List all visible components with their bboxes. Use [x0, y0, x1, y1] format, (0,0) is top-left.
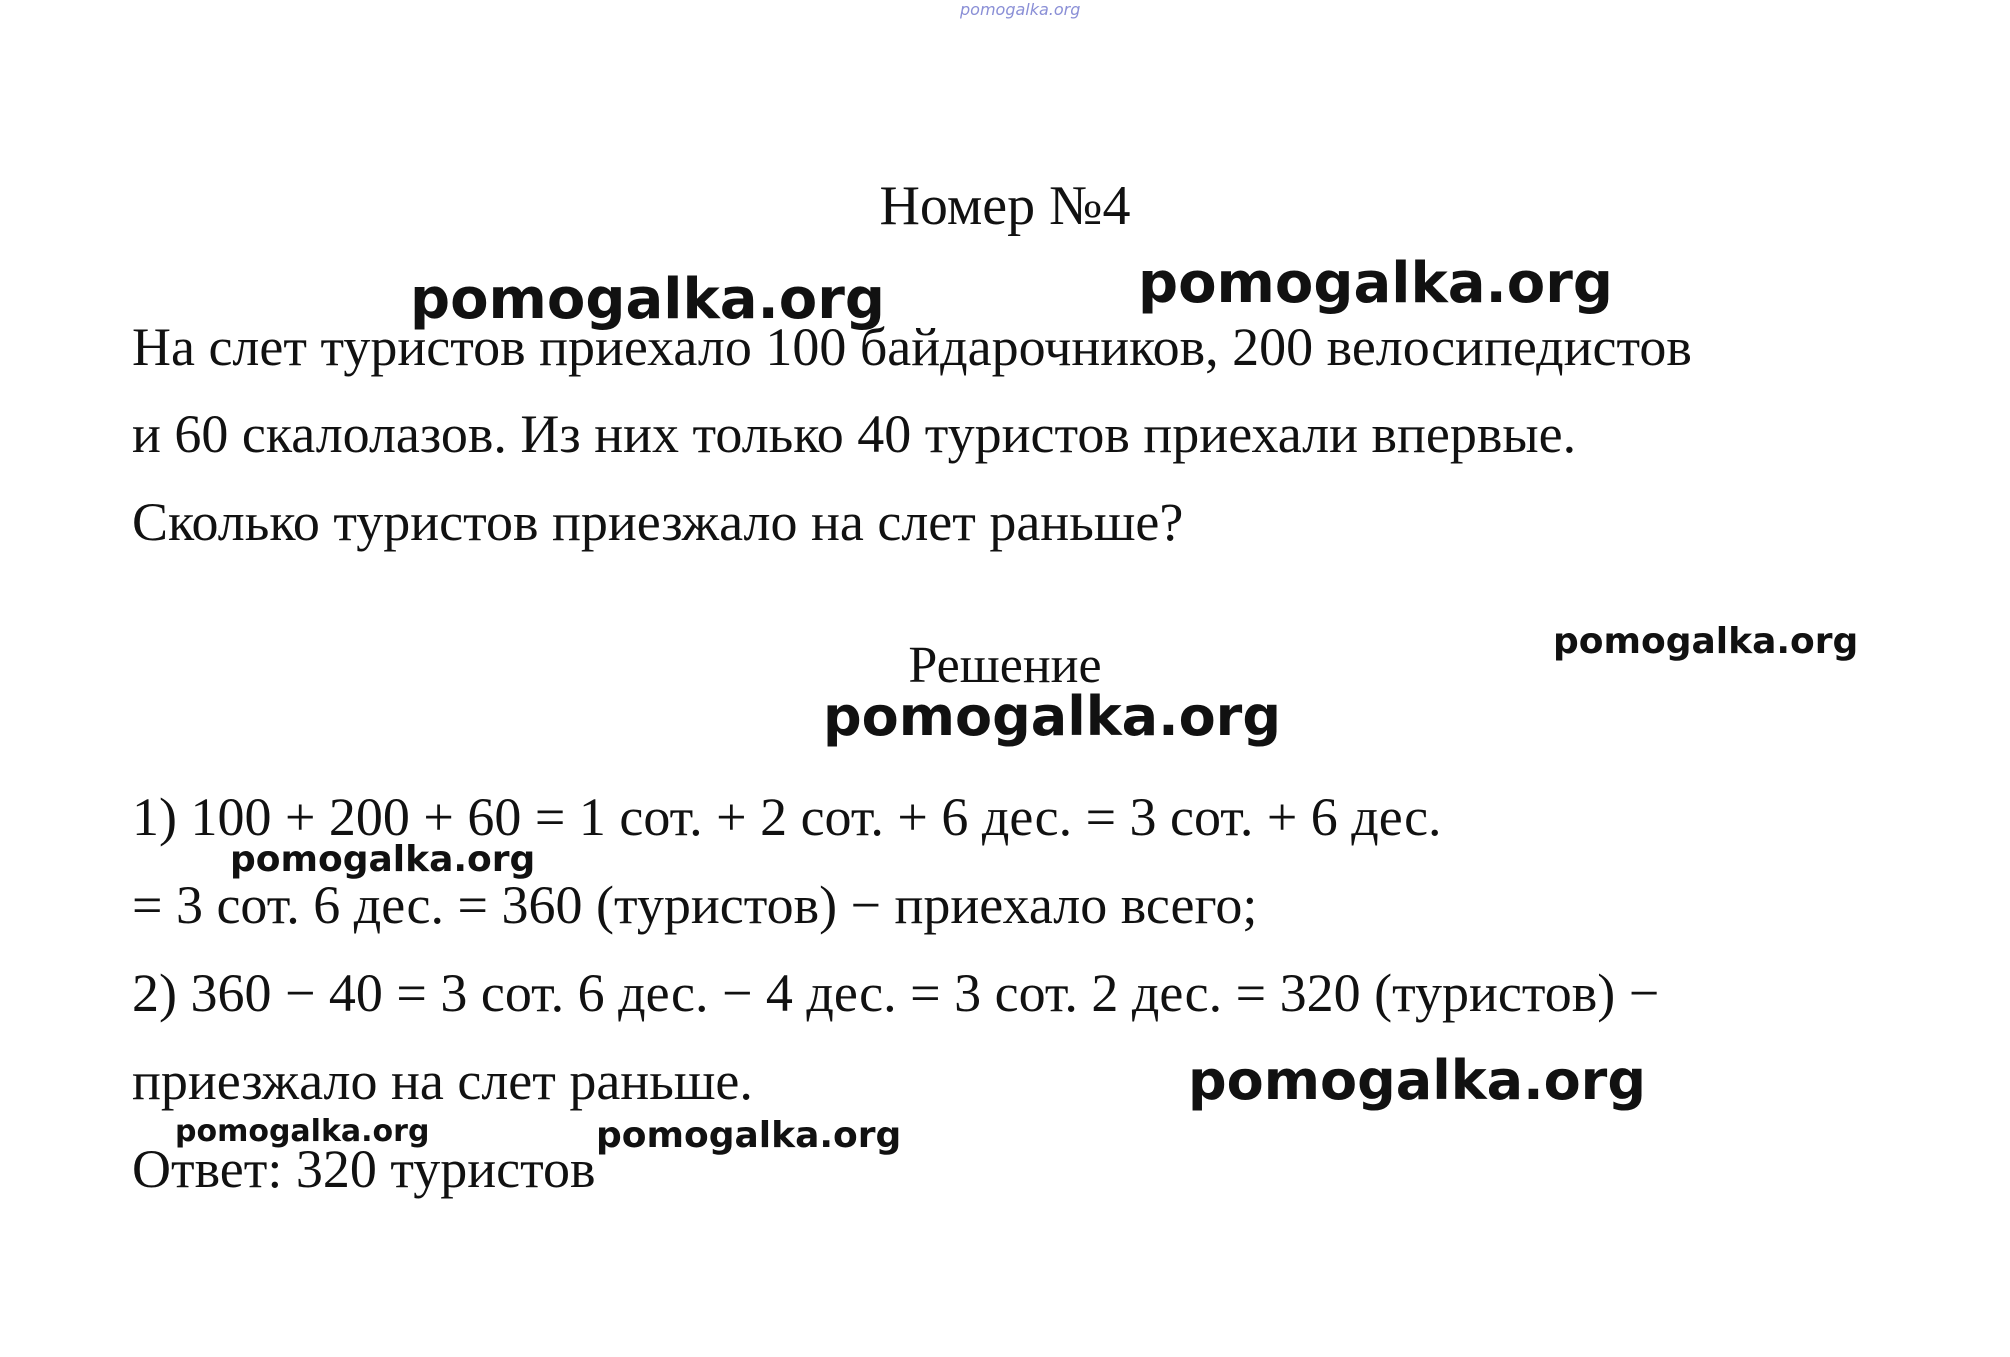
answer-line: Ответ: 320 туристов — [132, 1139, 596, 1199]
solution-line-4: приезжало на слет раньше. — [132, 1051, 753, 1111]
site-mark-top: pomogalka.org — [960, 0, 1081, 19]
watermark: pomogalka.org — [823, 685, 1281, 748]
problem-line-2: и 60 скалолазов. Из них только 40 туристов приехали впервые. — [132, 404, 1577, 464]
solution-heading: Решение — [908, 637, 1102, 694]
watermark: pomogalka.org — [596, 1115, 902, 1156]
page-title: Номер №4 — [879, 175, 1131, 237]
watermark: pomogalka.org — [410, 267, 885, 332]
watermark: pomogalka.org — [1138, 251, 1613, 316]
solution-line-3: 2) 360 − 40 = 3 сот. 6 дес. − 4 дес. = 3 сот. 2 дес. = 320 (туристов) − — [132, 963, 1660, 1023]
problem-line-1: На слет туристов приехало 100 байдарочников, 200 велосипедистов — [132, 317, 1692, 377]
watermark: pomogalka.org — [175, 1114, 430, 1149]
solution-line-2: = 3 сот. 6 дес. = 360 (туристов) − приехало всего; — [132, 875, 1258, 935]
watermark: pomogalka.org — [1553, 621, 1859, 662]
problem-line-3: Сколько туристов приезжало на слет раньше? — [132, 492, 1184, 552]
watermark: pomogalka.org — [1188, 1049, 1646, 1112]
watermark: pomogalka.org — [230, 839, 536, 880]
solution-line-1: 1) 100 + 200 + 60 = 1 сот. + 2 сот. + 6 дес. = 3 сот. + 6 дес. — [132, 787, 1442, 847]
